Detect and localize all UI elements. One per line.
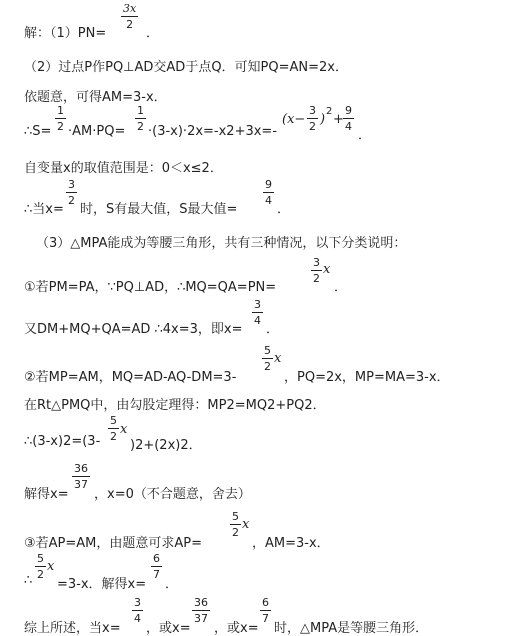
math-variable: x: [47, 559, 55, 574]
text-line: ．: [334, 280, 348, 295]
text-line: ．: [165, 577, 179, 592]
text-line: ．: [266, 322, 280, 337]
fraction: 3 2: [68, 178, 75, 207]
text-line: ∴S=: [24, 124, 52, 139]
text-line: 时，S有最大值，S最大值=: [80, 202, 238, 217]
fraction: 9 4: [345, 104, 352, 133]
text-line: 解得x=: [24, 487, 69, 502]
fraction: 3 4: [254, 298, 261, 327]
fraction: 1 2: [137, 104, 144, 133]
math-variable: x: [242, 517, 250, 532]
text-line: 自变量x的取值范围是：0＜x≤2．: [24, 161, 223, 176]
text-line: ，AM=3-x．: [252, 536, 330, 551]
fraction: 5 2: [110, 414, 117, 443]
text-line: ，PQ=2x，MP=MA=3-x．: [284, 370, 450, 385]
text-line: ∴(3-x)2=(3-: [24, 434, 101, 449]
text-line: ．: [358, 128, 372, 143]
math-variable: x: [274, 351, 282, 366]
math-variable: x: [120, 422, 128, 437]
text-line: =3-x．解得x=: [57, 577, 147, 592]
fraction: 36 37: [194, 596, 208, 625]
text-line: ，或x=: [214, 621, 259, 636]
text-line: )2+(2x)2．: [130, 438, 202, 453]
text-line: 又DM+MQ+QA=AD ∴4x=3，即x=: [24, 322, 243, 337]
text-line: ∴: [24, 573, 33, 588]
text-line: ∴当x=: [24, 202, 64, 217]
fraction: 5 2: [264, 344, 271, 373]
fraction: 5 2: [37, 552, 44, 581]
text-line: 时，△MPA是等腰三角形．: [274, 621, 429, 636]
fraction: 6 7: [262, 596, 269, 625]
text-line: 解：（1）PN=: [24, 26, 107, 41]
fraction: 3 2: [313, 256, 320, 285]
fraction: 6 7: [153, 552, 160, 581]
math-expression: +: [333, 112, 344, 127]
text-line: ，x=0（不合题意，舍去）: [94, 487, 251, 502]
text-line: ①若PM=PA，∵PQ⊥AD，∴MQ=QA=PN=: [24, 280, 277, 295]
fraction: 3 2: [309, 104, 316, 133]
math-variable: x: [323, 262, 331, 277]
text-line: ·AM·PQ=: [68, 124, 126, 139]
text-line: ③若AP=AM，由题意可求AP=: [24, 536, 203, 551]
fraction: 36 37: [74, 462, 88, 491]
text-line: （3）△MPA能成为等腰三角形，共有三种情况，以下分类说明：: [36, 236, 407, 251]
text-line: ②若MP=AM，MQ=AD-AQ-DM=3-: [24, 370, 237, 385]
fraction: 9 4: [265, 178, 272, 207]
text-line: ．: [146, 26, 160, 41]
fraction: 1 2: [57, 104, 64, 133]
text-line: ．: [277, 202, 291, 217]
text-line: 综上所述，当x=: [24, 621, 121, 636]
fraction: 3 4: [134, 596, 141, 625]
math-expression: (x−: [282, 112, 306, 127]
fraction: 3x 2: [123, 2, 137, 31]
text-line: ，或x=: [146, 621, 191, 636]
fraction: 5 2: [232, 510, 239, 539]
text-line: ·(3-x)·2x=-x2+3x=-: [148, 124, 278, 139]
math-expression: ): [320, 112, 326, 127]
text-line: （2）过点P作PQ⊥AD交AD于点Q．可知PQ=AN=2x．: [24, 60, 348, 75]
text-line: 在Rt△PMQ中，由勾股定理得：MP2=MQ2+PQ2．: [24, 398, 326, 413]
text-line: 依题意，可得AM=3-x．: [24, 90, 167, 105]
superscript: 2: [326, 106, 333, 117]
